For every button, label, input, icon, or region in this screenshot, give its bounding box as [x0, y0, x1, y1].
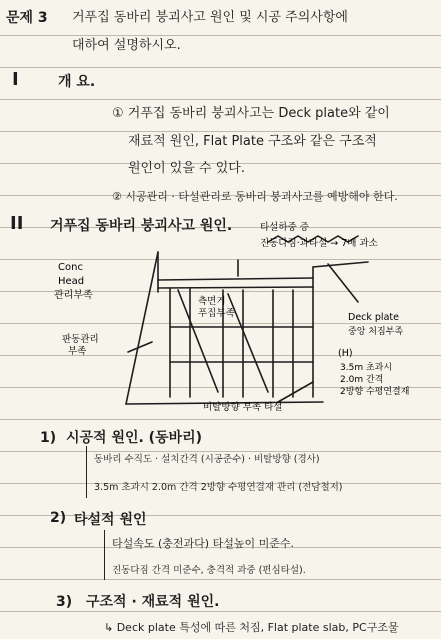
section-2-heading: 거푸집 동바리 붕괴사고 원인.	[50, 218, 233, 234]
arrow	[328, 264, 358, 302]
conc-label-2: Head	[58, 276, 85, 287]
slab-line	[158, 278, 313, 280]
sub-2-heading: 타설적 원인	[74, 512, 147, 528]
section-1-paragraph-1-line-1: ① 거푸집 동바리 붕괴사고는 Deck plate와 같이	[112, 106, 390, 121]
diagram-footer: 비탈방향 부족 타설	[203, 402, 283, 413]
conc-label-3: 관리부족	[54, 290, 93, 301]
side-form-label-1: 측면거	[198, 296, 226, 307]
slab-line-lower	[158, 287, 313, 288]
brace-label-2: 부족	[68, 346, 87, 357]
sub-1-heading: 시공적 원인. (동바리)	[66, 430, 203, 446]
sub-2-line-1: 타설속도 (충전과다) 타설높이 미준수.	[112, 537, 294, 550]
sub-1-line-2: 3.5m 초과시 2.0m 간격 2방향 수평연결재 관리 (전담철저)	[94, 482, 343, 493]
section-1-paragraph-1-line-3: 원인이 있을 수 있다.	[128, 161, 245, 176]
sub-1-number: 1)	[40, 430, 57, 446]
section-1-heading: 개 요.	[58, 74, 96, 90]
conc-label-1: Conc	[58, 262, 83, 273]
note-3: 2방향 수평연결재	[340, 387, 410, 397]
question-number: 문제 3	[6, 10, 48, 26]
arrow	[128, 342, 152, 352]
side-form	[126, 252, 158, 404]
sub-2-line-2: 진동다짐 간격 미준수, 충격적 과중 (편심타설).	[112, 565, 306, 576]
deck-plate-label-1: Deck plate	[348, 312, 399, 323]
question-title-line-2: 대하여 설명하시오.	[72, 38, 181, 53]
section-2-numeral: II	[10, 213, 24, 234]
arrow	[278, 382, 313, 402]
note-2: 2.0m 간격	[340, 375, 384, 385]
section-1-paragraph-1-line-2: 재료적 원인, Flat Plate 구조와 같은 구조적	[128, 134, 377, 149]
deck-plate-label-2: 중앙 처짐부족	[348, 327, 404, 337]
note-1: 3.5m 초과시	[340, 363, 393, 373]
pour-load-label-2: 진동다짐·과타설 → 7배 과소	[260, 238, 378, 249]
pour-load-label-1: 타설하중 증	[260, 222, 309, 233]
question-title-line-1: 거푸집 동바리 붕괴사고 원인 및 시공 주의사항에	[72, 10, 348, 25]
height-mark: (H)	[338, 348, 353, 359]
sub-3-line-1: ↳ Deck plate 특성에 따른 처짐, Flat plate slab, PC구조물	[104, 621, 399, 634]
sub-2-bracket	[104, 530, 105, 580]
sub-3-heading: 구조적 · 재료적 원인.	[86, 594, 220, 610]
section-1-numeral: I	[12, 69, 19, 90]
side-form-label-2: 푸집부족	[198, 308, 235, 319]
brace-label-1: 판동관리	[62, 334, 99, 345]
deck-step	[313, 262, 368, 287]
sub-1-bracket	[86, 446, 87, 498]
section-1-paragraph-2: ② 시공관리 · 타설관리로 동바리 붕괴사고를 예방해야 한다.	[112, 190, 398, 203]
sub-2-number: 2)	[50, 510, 67, 526]
sub-3-number: 3)	[56, 594, 73, 610]
sub-1-line-1: 동바리 수직도 · 설치간격 (시공준수) · 비탈방향 (경사)	[94, 454, 320, 465]
